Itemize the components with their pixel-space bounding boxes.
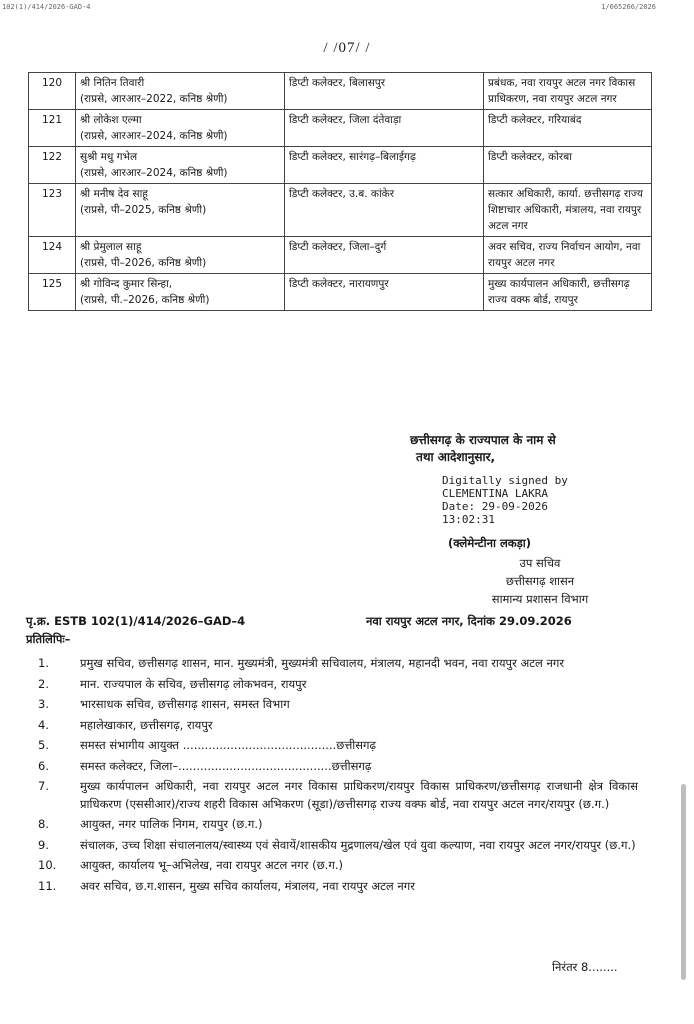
digital-signature-line: 13:02:31 <box>442 513 495 526</box>
list-item-number: 4. <box>38 717 49 732</box>
list-item <box>26 857 638 875</box>
officer-name: श्री नितिन तिवारी <box>80 77 145 89</box>
designation-line: सामान्य प्रशासन विभाग <box>491 592 589 606</box>
list-item <box>26 778 638 813</box>
new-posting: डिप्टी कलेक्टर, कोरबा <box>484 147 652 184</box>
receipt-reference-header: 1/665266/2026 <box>601 3 656 11</box>
current-posting: डिप्टी कलेक्टर, बिलासपुर <box>285 73 484 110</box>
list-item-number: 7. <box>38 779 49 793</box>
scrollbar[interactable] <box>681 784 686 980</box>
officer-cell <box>76 274 285 311</box>
authority-line-2: तथा आदेशानुसार, <box>416 450 496 464</box>
digital-signature-line: Digitally signed by <box>442 474 568 487</box>
current-posting: डिप्टी कलेक्टर, जिला दंतेवाड़ा <box>285 110 484 147</box>
list-item-number: 3. <box>38 697 49 711</box>
serial-number: 122 <box>29 147 76 184</box>
list-item-text: संचालक, उच्च शिक्षा संचालनालय/स्वास्थ्य एवं सेवायें/शासकीय मुद्रणालय/खेल एवं युवा कल्याण, नवा रायपुर अटल नगर/रायपुर (छ.ग.) <box>80 837 636 852</box>
serial-number: 120 <box>29 73 76 110</box>
new-posting: सत्कार अधिकारी, कार्या. छत्तीसगढ़ राज्य शिष्टाचार अधिकारी, मंत्रालय, नवा रायपुर अटल नगर <box>484 184 652 237</box>
officer-service-detail: (राप्रसे, आरआर–2024, कनिष्ठ श्रेणी) <box>80 167 228 179</box>
current-posting: डिप्टी कलेक्टर, जिला–दुर्ग <box>285 237 484 274</box>
designation-line: उप सचिव <box>519 556 561 570</box>
signatory-name: (क्लेमेन्टीना लकड़ा) <box>448 536 531 550</box>
officer-service-detail: (राप्रसे, आरआर–2022, कनिष्ठ श्रेणी) <box>80 93 228 105</box>
authority-statement <box>410 432 670 466</box>
list-item-text: मुख्य कार्यपालन अधिकारी, नवा रायपुर अटल नगर विकास प्राधिकरण/रायपुर विकास प्राधिकरण/छत्तीसगढ़ राजधानी क्षेत्र विकास प्राधिकरण (एससीआर)/राज्य शहरी विकास अभिकरण (सूडा)/छत्तीसगढ़ राज्य वक्फ बोर्ड, नवा रायपुर अटल नगर/रायपुर (छ.ग.) <box>80 779 638 811</box>
officer-cell <box>76 73 285 110</box>
serial-number: 123 <box>29 184 76 237</box>
new-posting: मुख्य कार्यपालन अधिकारी, छत्तीसगढ़ राज्य वक्फ बोर्ड, रायपुर <box>484 274 652 311</box>
officer-service-detail: (राप्रसे, आरआर–2024, कनिष्ठ श्रेणी) <box>80 130 228 142</box>
continued-note: निरंतर 8........ <box>552 960 618 974</box>
list-item-number: 8. <box>38 817 49 831</box>
list-item-text: समस्त संभागीय आयुक्त ..........................................छत्तीसगढ़ <box>80 738 376 752</box>
table-row <box>29 184 652 237</box>
table-row <box>29 73 652 110</box>
new-posting: डिप्टी कलेक्टर, गरियाबंद <box>484 110 652 147</box>
serial-number: 124 <box>29 237 76 274</box>
officer-name: श्री मनीष देव साहू <box>80 188 148 200</box>
list-item-number: 2. <box>38 676 49 691</box>
transfer-table <box>28 72 652 311</box>
list-item-text: आयुक्त, नगर पालिक निगम, रायपुर (छ.ग.) <box>80 817 263 831</box>
list-item-number: 11. <box>38 878 57 893</box>
list-item <box>26 878 638 896</box>
list-item <box>26 676 638 694</box>
copy-to-label: प्रतिलिपिः– <box>26 632 71 646</box>
serial-number: 125 <box>29 274 76 311</box>
authority-line-1: छत्तीसगढ़ के राज्यपाल के नाम से <box>410 433 556 447</box>
new-posting: प्रबंधक, नवा रायपुर अटल नगर विकास प्राधिकरण, नवा रायपुर अटल नगर <box>484 73 652 110</box>
list-item-text: प्रमुख सचिव, छत्तीसगढ़ शासन, मान. मुख्यमंत्री, मुख्यमंत्री सचिवालय, मंत्रालय, महानदी भवन, नवा रायपुर अटल नगर <box>80 656 565 670</box>
list-item-text: आयुक्त, कार्यालय भू–अभिलेख, नवा रायपुर अटल नगर (छ.ग.) <box>80 858 343 872</box>
list-item-number: 1. <box>38 656 49 670</box>
officer-name: श्री लोकेश एल्मा <box>80 114 142 126</box>
list-item-number: 6. <box>38 758 49 773</box>
list-item-text: मान. राज्यपाल के सचिव, छत्तीसगढ़ लोकभवन, रायपुर <box>80 676 307 691</box>
officer-cell <box>76 237 285 274</box>
list-item <box>26 837 638 855</box>
page-number: / /07/ / <box>323 40 371 56</box>
list-item-text: महालेखाकार, छत्तीसगढ़, रायपुर <box>80 717 213 732</box>
table-row <box>29 237 652 274</box>
digital-signature-line: CLEMENTINA LAKRA <box>442 487 548 500</box>
endorsement-date: नवा रायपुर अटल नगर, दिनांक 29.09.2026 <box>366 614 572 628</box>
endorsement-number: पृ.क्र. ESTB 102(1)/414/2026–GAD–4 <box>26 614 246 628</box>
current-posting: डिप्टी कलेक्टर, नारायणपुर <box>285 274 484 311</box>
list-item-number: 10. <box>38 858 57 872</box>
list-item-text: अवर सचिव, छ.ग.शासन, मुख्य सचिव कार्यालय, मंत्रालय, नवा रायपुर अटल नगर <box>80 878 415 893</box>
list-item-text: समस्त कलेक्टर, जिला–..........................................छत्तीसगढ़ <box>80 758 372 773</box>
serial-number: 121 <box>29 110 76 147</box>
list-item <box>26 655 638 673</box>
officer-cell <box>76 147 285 184</box>
list-item <box>26 696 638 714</box>
digital-signature-line: Date: 29-09-2026 <box>442 500 548 513</box>
officer-name: श्री गोविन्द कुमार सिन्हा, <box>80 278 173 290</box>
list-item-text: भारसाधक सचिव, छत्तीसगढ़ शासन, समस्त विभाग <box>80 697 290 711</box>
officer-service-detail: (राप्रसे, पी.–2026, कनिष्ठ श्रेणी) <box>80 294 210 306</box>
list-item <box>26 737 638 755</box>
officer-name: सुश्री मधु गभेल <box>80 151 138 163</box>
list-item-number: 9. <box>38 837 49 852</box>
current-posting: डिप्टी कलेक्टर, सारंगढ़–बिलाईगढ़ <box>285 147 484 184</box>
list-item <box>26 758 638 776</box>
officer-service-detail: (राप्रसे, पी–2025, कनिष्ठ श्रेणी) <box>80 204 207 216</box>
file-reference-header: 102(1)/414/2026-GAD-4 <box>2 3 91 11</box>
officer-cell <box>76 110 285 147</box>
new-posting: अवर सचिव, राज्य निर्वाचन आयोग, नवा रायपुर अटल नगर <box>484 237 652 274</box>
distribution-list <box>26 655 638 898</box>
table-row <box>29 274 652 311</box>
table-row <box>29 110 652 147</box>
officer-service-detail: (राप्रसे, पी–2026, कनिष्ठ श्रेणी) <box>80 257 207 269</box>
list-item-number: 5. <box>38 738 49 752</box>
list-item <box>26 816 638 834</box>
officer-name: श्री प्रेमुलाल साहू <box>80 241 142 253</box>
table-row <box>29 147 652 184</box>
designation-line: छत्तीसगढ़ शासन <box>505 574 575 588</box>
signatory-designation <box>440 554 640 608</box>
current-posting: डिप्टी कलेक्टर, उ.ब. कांकेर <box>285 184 484 237</box>
officer-cell <box>76 184 285 237</box>
digital-signature <box>442 474 662 526</box>
list-item <box>26 717 638 735</box>
